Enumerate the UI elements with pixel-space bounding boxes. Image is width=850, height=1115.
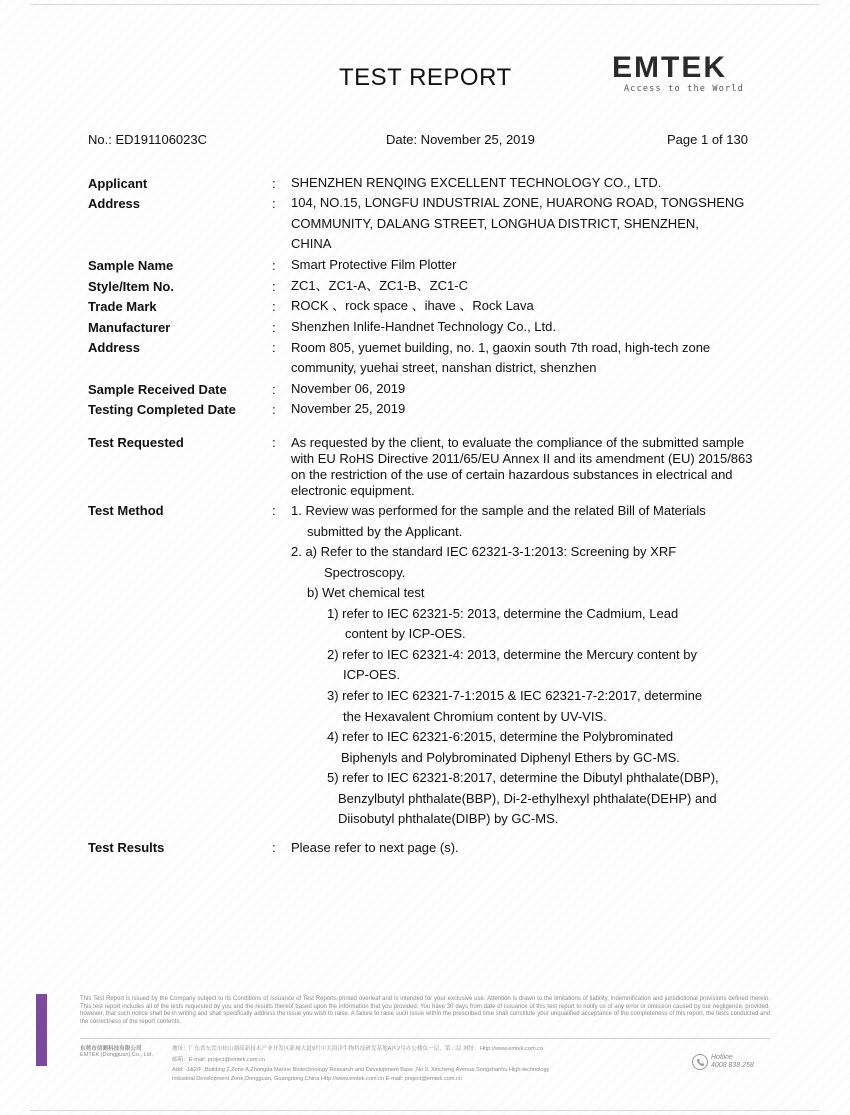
sample-name-value: Smart Protective Film Plotter (291, 257, 457, 272)
test-results-value: Please refer to next page (s). (291, 840, 459, 855)
manufacturer-label: Manufacturer (88, 320, 171, 335)
colon: : (272, 402, 276, 417)
top-border (30, 4, 820, 5)
colon: : (272, 503, 276, 518)
trade-mark-label: Trade Mark (88, 299, 157, 314)
hotline-label: Hotline (711, 1054, 733, 1061)
test-method-label: Test Method (88, 503, 164, 518)
received-date-value: November 06, 2019 (291, 381, 406, 396)
method-line: 2. a) Refer to the standard IEC 62321-3-1:2013: Screening by XRF (291, 544, 677, 559)
sample-name-label: Sample Name (88, 258, 174, 273)
address-line-2: COMMUNITY, DALANG STREET, LONGHUA DISTRICT, SHENZHEN, (291, 216, 699, 231)
email-cn: 邮箱：E-mail: project@emtek.com.cn (172, 1057, 266, 1063)
address-cn: 地址：广东省东莞市松山湖高新技术产业开发区新城大道9号中大海洋生物科技研发基地A区2号办公楼负一层，第二层 网址：Http://www.emtek.com.cn (172, 1046, 544, 1052)
disclaimer-text: This Test Report is issued by the Company subject to its Conditions of Issuance of Test Reports printed overleaf and is intended for your exclusive use. Attention is drawn to the limitations of liability, indemnification and jurisdictional provisions defined therein. This test report includes all of the tests requested by you and the results thereof based upon the information that you provided. You have 30 days from date of issuance of this test report to notify us of any error or omission caused by our negligence, provided, however, that such notice shall be in writing and shall specifically address the issue you wish to raise. A failure to raise such issue within the prescribed time shall constitute your unqualified acceptance of the completeness of this report, the tests conducted and the correctness of the report contents. (80, 996, 770, 1025)
manufacturer-value: Shenzhen Inlife-Handnet Technology Co., Ltd. (291, 319, 556, 334)
method-line: Spectroscopy. (324, 565, 406, 580)
colon: : (272, 258, 276, 273)
address-en: Add: -1&2/F ,Building 2,Zone A,Zhongda Marine Biotechnology Research and Development Base ,No.9, Xincheng Avenue,Songshanhu High-technology (172, 1067, 550, 1073)
address-line-1: 104, NO.15, LONGFU INDUSTRIAL ZONE, HUARONG ROAD, TONGSHENG (291, 195, 745, 210)
completed-date-value: November 25, 2019 (291, 401, 406, 416)
phone-icon (692, 1054, 708, 1070)
logo-wordmark: EMTEK (612, 51, 727, 84)
method-line: Diisobutyl phthalate(DIBP) by GC-MS. (338, 811, 559, 826)
test-results-label: Test Results (88, 840, 165, 855)
method-line: content by ICP-OES. (345, 626, 466, 641)
report-number: No.: ED191106023C (88, 132, 208, 147)
document-title: TEST REPORT (339, 64, 512, 91)
manufacturer-address-label: Address (88, 340, 141, 355)
applicant-label: Applicant (88, 176, 148, 191)
bottom-border (30, 1110, 820, 1111)
received-date-label: Sample Received Date (88, 382, 227, 397)
method-line: submitted by the Applicant. (307, 524, 463, 539)
company-name-cn: 东莞市信测科技有限公司 (80, 1046, 142, 1052)
method-line: 4) refer to IEC 62321-6:2015, determine the Polybrominated (327, 729, 674, 744)
method-line: 1) refer to IEC 62321-5: 2013, determine the Cadmium, Lead (327, 606, 679, 621)
colon: : (272, 382, 276, 397)
manufacturer-address-line-1: Room 805, yuemet building, no. 1, gaoxin south 7th road, high-tech zone (291, 340, 711, 355)
completed-date-label: Testing Completed Date (88, 402, 236, 417)
method-line: 1. Review was performed for the sample and the related Bill of Materials (291, 503, 706, 518)
page-indicator: Page 1 of 130 (667, 132, 748, 147)
address-label: Address (88, 196, 141, 211)
address-en-2: Industrial Development Zone,Dongguan, Guangdong,China Http://www.emtek.com.cn E-mail: project@emtek.com.cn (172, 1076, 462, 1082)
colon: : (272, 279, 276, 294)
method-line: 2) refer to IEC 62321-4: 2013, determine the Mercury content by (327, 647, 697, 662)
method-line: Benzylbutyl phthalate(BBP), Di-2-ethylhexyl phthalate(DEHP) and (338, 791, 717, 806)
colon: : (272, 840, 276, 855)
style-item-value: ZC1、ZC1-A、ZC1-B、ZC1-C (291, 278, 468, 293)
method-line: ICP-OES. (343, 667, 401, 682)
method-line: b) Wet chemical test (307, 585, 425, 600)
colon: : (272, 435, 276, 450)
colon: : (272, 340, 276, 355)
colon: : (272, 299, 276, 314)
hotline-number: 4008 838 258 (711, 1062, 754, 1069)
method-line: 3) refer to IEC 62321-7-1:2015 & IEC 62321-7-2:2017, determine (327, 688, 703, 703)
side-accent-bar (36, 994, 47, 1066)
test-requested-text: As requested by the client, to evaluate the compliance of the submitted sample with EU RoHS Directive 2011/65/EU Annex II and its amendment (EU) 2015/863 on the restriction of the use of certain hazardous substances in electrical and electronic equipment. (291, 435, 753, 498)
colon: : (272, 320, 276, 335)
footer-divider (80, 1038, 770, 1039)
company-name-en: EMTEK (Dongguan) Co., Ltd. (80, 1052, 154, 1058)
emtek-logo (612, 52, 758, 94)
colon: : (272, 176, 276, 191)
applicant-value: SHENZHEN RENQING EXCELLENT TECHNOLOGY CO., LTD. (291, 175, 662, 190)
trade-mark-value: ROCK 、rock space 、ihave 、Rock Lava (291, 298, 534, 313)
colon: : (272, 196, 276, 211)
method-line: Biphenyls and Polybrominated Diphenyl Ethers by GC-MS. (341, 750, 680, 765)
method-line: the Hexavalent Chromium content by UV-VIS. (343, 709, 607, 724)
address-line-3: CHINA (291, 236, 332, 251)
report-date: Date: November 25, 2019 (386, 132, 535, 147)
method-line: 5) refer to IEC 62321-8:2017, determine the Dibutyl phthalate(DBP), (327, 770, 719, 785)
hotline (692, 1054, 754, 1070)
logo-tagline: Access to the World (623, 84, 744, 94)
test-requested-label: Test Requested (88, 435, 184, 450)
style-item-label: Style/Item No. (88, 279, 174, 294)
manufacturer-address-line-2: community, yuehai street, nanshan district, shenzhen (291, 360, 597, 375)
